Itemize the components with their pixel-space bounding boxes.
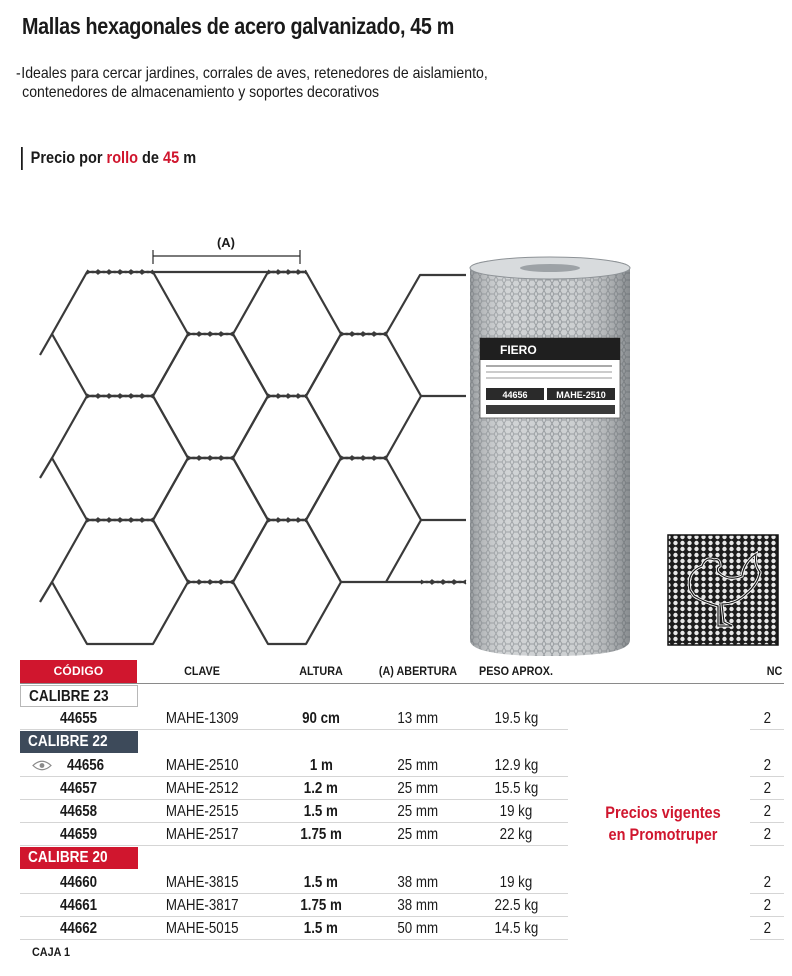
- cell-clave: MAHE-3815: [165, 874, 239, 891]
- cell-altura: 1.2 m: [303, 780, 339, 797]
- price-note-text-1: Precio por: [30, 149, 107, 167]
- col-header-clave: CLAVE: [184, 664, 220, 678]
- col-header-nc: NC: [766, 664, 783, 678]
- cell-nc: 2: [763, 920, 771, 937]
- table-row[interactable]: [20, 754, 784, 777]
- cell-clave: MAHE-2515: [165, 803, 239, 820]
- promo-line-2: en Promotruper: [608, 826, 718, 844]
- cell-altura: 1.5 m: [303, 874, 339, 891]
- cell-peso: 12.9 kg: [494, 757, 538, 774]
- cell-clave: MAHE-3817: [165, 897, 239, 914]
- product-description: [16, 64, 488, 102]
- cell-clave: MAHE-2512: [165, 780, 239, 797]
- cell-altura: 1.5 m: [303, 920, 339, 937]
- dimension-label: (A): [216, 235, 236, 250]
- cell-clave: MAHE-1309: [165, 710, 239, 727]
- group-calibre-20: CALIBRE 20: [20, 847, 138, 869]
- cell-code: 44661: [59, 897, 98, 914]
- cell-code: 44662: [59, 920, 98, 937]
- cell-abertura: 25 mm: [397, 757, 439, 774]
- cell-peso: 22 kg: [499, 826, 533, 843]
- desc-line-2: contenedores de almacenamiento y soportes decorativos: [22, 84, 380, 101]
- cell-peso: 19 kg: [499, 874, 533, 891]
- col-header-code: CÓDIGO: [20, 660, 137, 683]
- dimension-marker: [153, 250, 300, 264]
- table-row[interactable]: [20, 871, 784, 894]
- table-row[interactable]: [20, 707, 784, 730]
- cell-peso: 15.5 kg: [494, 780, 538, 797]
- group-calibre-23: CALIBRE 23: [20, 685, 138, 707]
- cell-nc: 2: [763, 710, 771, 727]
- cell-nc: 2: [763, 757, 771, 774]
- cell-nc: 2: [763, 897, 771, 914]
- cell-clave: MAHE-2517: [165, 826, 239, 843]
- price-note-text-3: m: [179, 149, 197, 167]
- cell-peso: 19.5 kg: [494, 710, 538, 727]
- cell-nc: 2: [763, 826, 771, 843]
- hex-mesh-drawing: [40, 272, 466, 644]
- cell-altura: 1.75 m: [300, 897, 342, 914]
- roll-label-code: 44656: [502, 390, 528, 400]
- mesh-sample-swatch: [668, 535, 778, 645]
- cell-altura: 90 cm: [302, 710, 340, 727]
- cell-clave: MAHE-5015: [165, 920, 239, 937]
- cell-altura: 1 m: [309, 757, 333, 774]
- table-row[interactable]: [20, 917, 784, 940]
- cell-clave: MAHE-2510: [165, 757, 239, 774]
- table-row[interactable]: [20, 777, 784, 800]
- cell-abertura: 38 mm: [397, 874, 439, 891]
- promo-line-1: Precios vigentes: [605, 804, 721, 822]
- price-note-text-2: de: [137, 149, 164, 167]
- cell-code: 44659: [59, 826, 98, 843]
- cell-code: 44657: [59, 780, 98, 797]
- cell-peso: 22.5 kg: [494, 897, 538, 914]
- box-quantity-note: CAJA 1: [32, 945, 71, 959]
- cell-nc: 2: [763, 780, 771, 797]
- desc-dash: -: [16, 65, 21, 82]
- roll-label-brand: FIERO: [500, 343, 537, 357]
- cell-altura: 1.75 m: [300, 826, 342, 843]
- cell-code: 44660: [59, 874, 98, 891]
- cell-code: 44658: [59, 803, 98, 820]
- cell-code: 44656: [66, 757, 105, 774]
- twisted-wire-segments: [87, 270, 466, 584]
- price-note: [21, 147, 196, 170]
- price-note-unit: rollo: [106, 149, 138, 167]
- table-row[interactable]: [20, 894, 784, 917]
- cell-abertura: 25 mm: [397, 826, 439, 843]
- cell-altura: 1.5 m: [303, 803, 339, 820]
- product-illustration: [0, 228, 792, 660]
- cell-abertura: 50 mm: [397, 920, 439, 937]
- group-calibre-22: CALIBRE 22: [20, 731, 138, 753]
- promo-note: [588, 802, 738, 846]
- page-title: Mallas hexagonales de acero galvanizado, 45 m: [22, 13, 454, 39]
- col-header-peso: PESO APROX.: [478, 664, 554, 678]
- cell-abertura: 25 mm: [397, 780, 439, 797]
- price-note-length: 45: [163, 149, 180, 167]
- cell-abertura: 13 mm: [397, 710, 439, 727]
- col-header-abertura: (A) ABERTURA: [378, 664, 458, 678]
- cell-nc: 2: [763, 874, 771, 891]
- cell-abertura: 25 mm: [397, 803, 439, 820]
- cell-peso: 19 kg: [499, 803, 533, 820]
- cell-peso: 14.5 kg: [494, 920, 538, 937]
- cell-nc: 2: [763, 803, 771, 820]
- cell-abertura: 38 mm: [397, 897, 439, 914]
- col-header-altura: ALTURA: [299, 664, 343, 678]
- mesh-roll: [470, 257, 630, 656]
- desc-line-1: Ideales para cercar jardines, corrales de aves, retenedores de aislamiento,: [21, 65, 488, 82]
- roll-label-clave: MAHE-2510: [556, 390, 606, 400]
- cell-code: 44655: [59, 710, 98, 727]
